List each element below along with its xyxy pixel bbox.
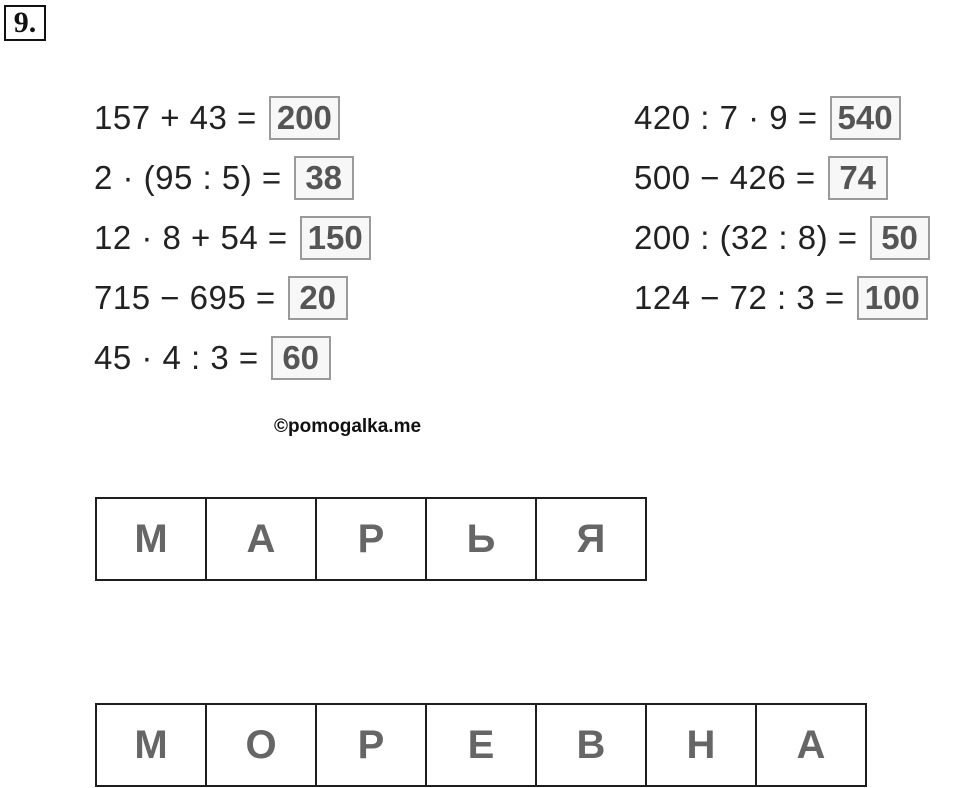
answer-box: 74: [828, 156, 888, 200]
answer-box: 60: [271, 336, 331, 380]
letter-cell: О: [205, 703, 317, 787]
equation-expression: 2 · (95 : 5) =: [94, 159, 282, 196]
equation-row: [634, 88, 930, 148]
letter-cell: Е: [425, 703, 537, 787]
equation-row: [634, 268, 930, 328]
letter-cell: Я: [535, 497, 647, 581]
word-grid-2: [95, 703, 867, 787]
watermark: ©pomogalka.me: [274, 416, 422, 437]
letter-cell: М: [95, 497, 207, 581]
equation-row: [94, 208, 371, 268]
equation-expression: 12 · 8 + 54 =: [94, 219, 288, 256]
letter-cell: А: [205, 497, 317, 581]
equation-expression: 200 : (32 : 8) =: [634, 219, 858, 256]
word-grid-1: [95, 497, 647, 581]
letter-cell: Р: [315, 497, 427, 581]
letter-cell: Р: [315, 703, 427, 787]
answer-box: 50: [870, 216, 930, 260]
equation-expression: 420 : 7 · 9 =: [634, 99, 818, 136]
equation-row: [94, 328, 371, 388]
letter-cell: В: [535, 703, 647, 787]
answer-box: 20: [288, 276, 348, 320]
letter-cell: А: [755, 703, 867, 787]
answer-box: 38: [294, 156, 354, 200]
equation-row: [94, 88, 371, 148]
task-number: 9.: [4, 5, 46, 41]
equation-row: [94, 268, 371, 328]
answer-box: 150: [300, 216, 371, 260]
equation-expression: 157 + 43 =: [94, 99, 257, 136]
equation-row: [634, 208, 930, 268]
equation-expression: 124 − 72 : 3 =: [634, 279, 845, 316]
answer-box: 200: [269, 96, 340, 140]
right-equations-column: [634, 88, 930, 328]
equation-expression: 45 · 4 : 3 =: [94, 339, 259, 376]
equation-row: [94, 148, 371, 208]
equation-row: [634, 148, 930, 208]
equation-expression: 500 − 426 =: [634, 159, 816, 196]
answer-box: 540: [830, 96, 901, 140]
equation-expression: 715 − 695 =: [94, 279, 276, 316]
left-equations-column: [94, 88, 371, 388]
letter-cell: М: [95, 703, 207, 787]
answer-box: 100: [857, 276, 928, 320]
letter-cell: Н: [645, 703, 757, 787]
letter-cell: Ь: [425, 497, 537, 581]
